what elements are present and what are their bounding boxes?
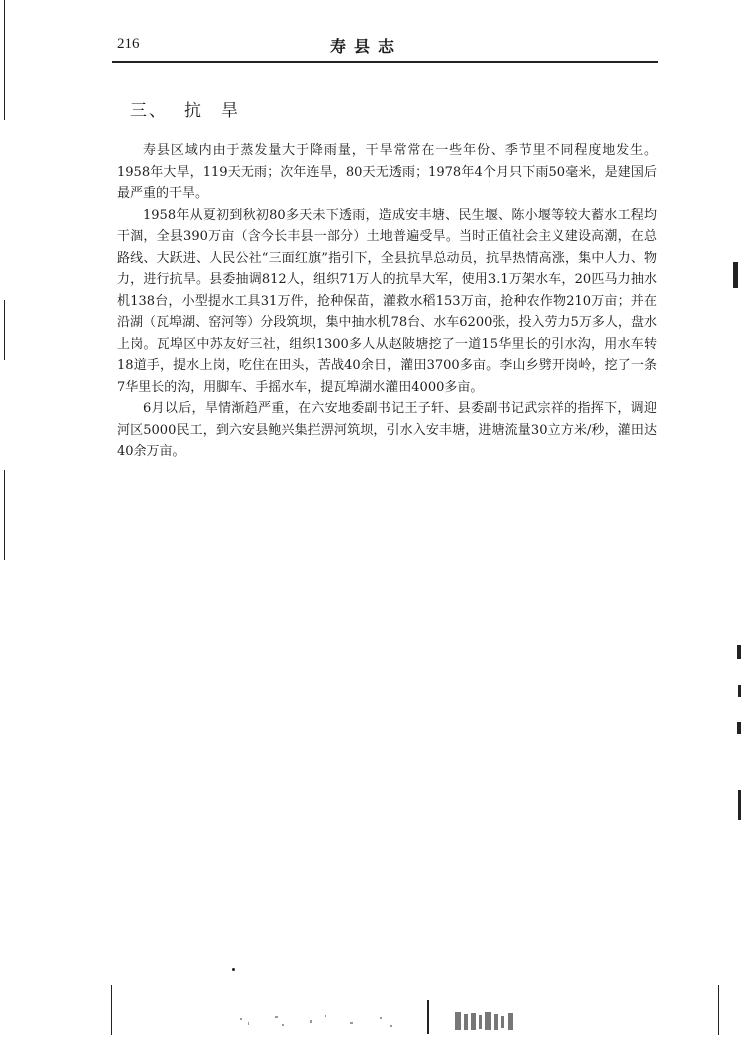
section-heading: [130, 96, 240, 121]
body-text: [117, 140, 657, 463]
left-scan-line-lower: [4, 470, 5, 560]
right-edge-fragment-2: [738, 685, 741, 697]
paragraph-3: 6月以后，旱情渐趋严重，在六安地委副书记王子轩、县委副书记武宗祥的指挥下，调迎河区5000民工，到六安县鲍兴集拦淠河筑坝，引水入安丰塘，进塘流量30立方米/秒，灌田达40余万亩。: [117, 401, 657, 459]
section-title-char-2: 旱: [221, 101, 240, 121]
right-edge-block: [733, 262, 738, 288]
page-number: 216: [117, 36, 140, 52]
section-number: 三、: [130, 101, 168, 121]
running-title: 寿县志: [330, 37, 403, 56]
header-rule: [112, 61, 658, 63]
stray-dot: [232, 968, 235, 971]
left-scan-line-top: [4, 0, 5, 120]
left-scan-line-middle: [4, 300, 5, 360]
right-edge-fragment-1: [737, 645, 741, 659]
bottom-left-line: [111, 985, 112, 1035]
bottom-right-line: [718, 985, 719, 1035]
section-title-char-1: 抗: [184, 101, 203, 121]
paragraph-2: 1958年从夏初到秋初80多天未下透雨，造成安丰塘、民生堰、陈小堰等较大蓄水工程均干涸，全县390万亩（含今长丰县一部分）土地普遍受旱。当时正值社会主义建设高潮，在总路线、大跃进、人民公社“三面红旗”指引下，全县抗旱总动员，抗旱热情高涨，集中人力、物力，进行抗旱。县委抽调812人，组织71万人的抗旱大军，使用3.1万架水车，20匹马力抽水机138台，小型提水工具31万件，抢种保苗，灌救水稻153万亩，抢种农作物210万亩；并在沿湖（瓦埠湖、窑河等）分段筑坝，集中抽水机78台、水车6200张，投入劳力5万多人，盘水上岗。瓦埠区中苏友好三社，组织1300多人从赵陂塘挖了一道15华里长的引水沟，用水车转18道手，提水上岗，吃住在田头，苦战40余日，灌田3700多亩。李山乡劈开岗岭，挖了一条7华里长的沟，用脚车、手摇水车，提瓦埠湖水灌田4000多亩。: [117, 207, 657, 395]
paragraph-1: 寿县区域内由于蒸发量大于降雨量，干旱常常在一些年份、季节里不同程度地发生。1958年大旱，119天无雨；次年连旱，80天无透雨；1978年4个月只下雨50毫米，是建国后最严重的干旱。: [117, 143, 657, 201]
scan-noise: [230, 1010, 530, 1034]
right-edge-fragment-4: [738, 790, 741, 820]
right-edge-fragment-3: [737, 722, 741, 734]
